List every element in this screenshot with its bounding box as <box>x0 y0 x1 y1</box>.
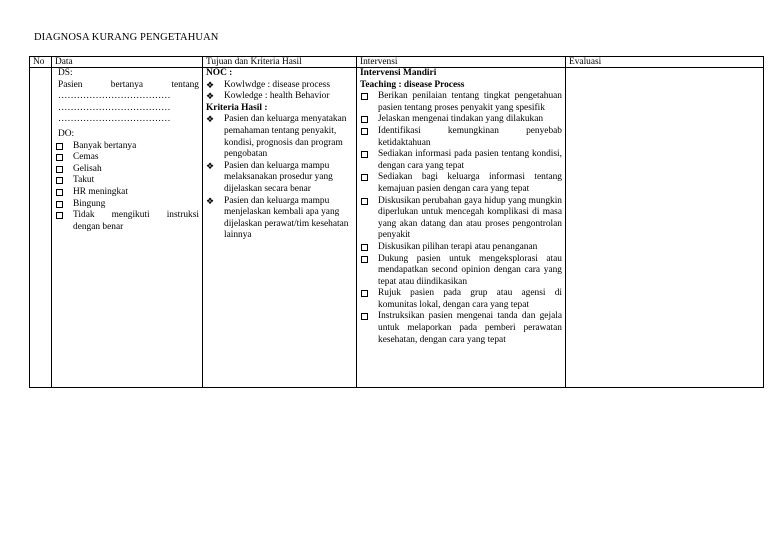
list-item: Tidak mengikuti instruksi dengan benar <box>55 210 199 233</box>
nursing-care-plan-table <box>29 56 764 388</box>
diamond-bullet-icon: ❖ <box>206 91 215 102</box>
cell-intervensi <box>357 68 566 388</box>
header-data: Data <box>52 57 203 68</box>
do-label: DO: <box>58 128 75 139</box>
list-item: Banyak bertanya <box>55 141 199 153</box>
kriteria-label: Kriteria Hasil : <box>206 102 268 113</box>
list-item: HR meningkat <box>55 187 199 199</box>
list-item: Bingung <box>55 199 199 211</box>
list-item: Takut <box>55 175 199 187</box>
checkbox-icon <box>361 174 368 181</box>
ds-dots-line: ……………………………… <box>58 91 171 102</box>
list-item: Sediakan bagi keluarga informasi tentang kemajuan pasien dengan cara yang tepat <box>360 172 562 195</box>
list-item: Berikan penilaian tentang tingkat pengetahuan pasien tentang proses penyakit yang spesifik <box>360 91 562 114</box>
checkbox-icon <box>361 128 368 135</box>
list-item: Rujuk pasien pada grup atau agensi di komunitas lokal, dengan cara yang tepat <box>360 288 562 311</box>
list-item: Sediakan informasi pada pasien tentang kondisi, dengan cara yang tepat <box>360 149 562 172</box>
header-row <box>30 57 764 68</box>
list-item: ❖ Kowlwdge : disease process <box>206 79 330 90</box>
ds-label: DS: <box>58 68 73 78</box>
list-item: ❖ Kowledge : health Behavior <box>206 91 330 102</box>
intervensi-heading: Intervensi Mandiri <box>360 68 437 78</box>
kriteria-list <box>206 114 353 242</box>
checkbox-icon <box>56 154 63 161</box>
checkbox-icon <box>56 212 63 219</box>
diamond-bullet-icon: ❖ <box>206 160 215 171</box>
diamond-bullet-icon: ❖ <box>206 114 215 125</box>
checkbox-icon <box>361 256 368 263</box>
checkbox-icon <box>361 116 368 123</box>
list-item: Cemas <box>55 152 199 164</box>
checkbox-icon <box>56 177 63 184</box>
list-item: Diskusikan perubahan gaya hidup yang mungkin diperlukan untuk mencegah komplikasi di masa yang akan datang dan atau proses pengontrolan penyakit <box>360 196 562 242</box>
checkbox-icon <box>56 189 63 196</box>
checkbox-icon <box>361 313 368 320</box>
header-no: No <box>30 57 52 68</box>
do-list <box>55 141 199 234</box>
list-item: ❖ Pasien dan keluarga mampu menjelaskan kembali apa yang dijelaskan perawat/tim kesehatan lainnya <box>206 195 349 241</box>
list-item: Jelaskan mengenai tindakan yang dilakukan <box>360 114 562 126</box>
checkbox-icon <box>361 151 368 158</box>
content-row <box>30 68 764 388</box>
intervensi-list <box>360 91 562 346</box>
page-title: DIAGNOSA KURANG PENGETAHUAN <box>34 32 219 43</box>
list-item: Dukung pasien untuk mengeksplorasi atau mendapatkan second opinion dengan cara yang tepat atau diindikasikan <box>360 254 562 289</box>
checkbox-icon <box>56 143 63 150</box>
noc-list <box>206 80 353 103</box>
noc-label: NOC : <box>206 68 233 78</box>
diamond-bullet-icon: ❖ <box>206 195 215 206</box>
ds-dots-line: ……………………………… <box>58 102 171 113</box>
list-item: ❖ Pasien dan keluarga menyatakan pemahaman tentang penyakit, kondisi, prognosis dan program pengobatan <box>206 114 347 160</box>
list-item: Identifikasi kemungkinan penyebab ketidaktahuan <box>360 126 562 149</box>
checkbox-icon <box>56 166 63 173</box>
checkbox-icon <box>361 198 368 205</box>
cell-no <box>30 68 52 388</box>
checkbox-icon <box>361 93 368 100</box>
cell-data <box>52 68 203 388</box>
ds-dots-line: ……………………………… <box>58 114 171 125</box>
diamond-bullet-icon: ❖ <box>206 79 215 90</box>
checkbox-icon <box>56 201 63 208</box>
list-item: Gelisah <box>55 164 199 176</box>
list-item: Instruksikan pasien mengenai tanda dan gejala untuk melaporkan pada pemberi perawatan kesehatan, dengan cara yang tepat <box>360 311 562 346</box>
header-tujuan: Tujuan dan Kriteria Hasil <box>203 57 357 68</box>
checkbox-icon <box>361 244 368 251</box>
intervensi-subheading: Teaching : disease Process <box>360 79 465 90</box>
checkbox-icon <box>361 290 368 297</box>
header-evaluasi: Evaluasi <box>566 57 764 68</box>
list-item: Diskusikan pilihan terapi atau penanganan <box>360 242 562 254</box>
header-intervensi: Intervensi <box>357 57 566 68</box>
cell-evaluasi <box>566 68 764 388</box>
ds-text: Pasien bertanya tentang <box>58 79 199 90</box>
cell-tujuan <box>203 68 357 388</box>
list-item: ❖ Pasien dan keluarga mampu melaksanakan prosedur yang dijelaskan secara benar <box>206 160 333 194</box>
